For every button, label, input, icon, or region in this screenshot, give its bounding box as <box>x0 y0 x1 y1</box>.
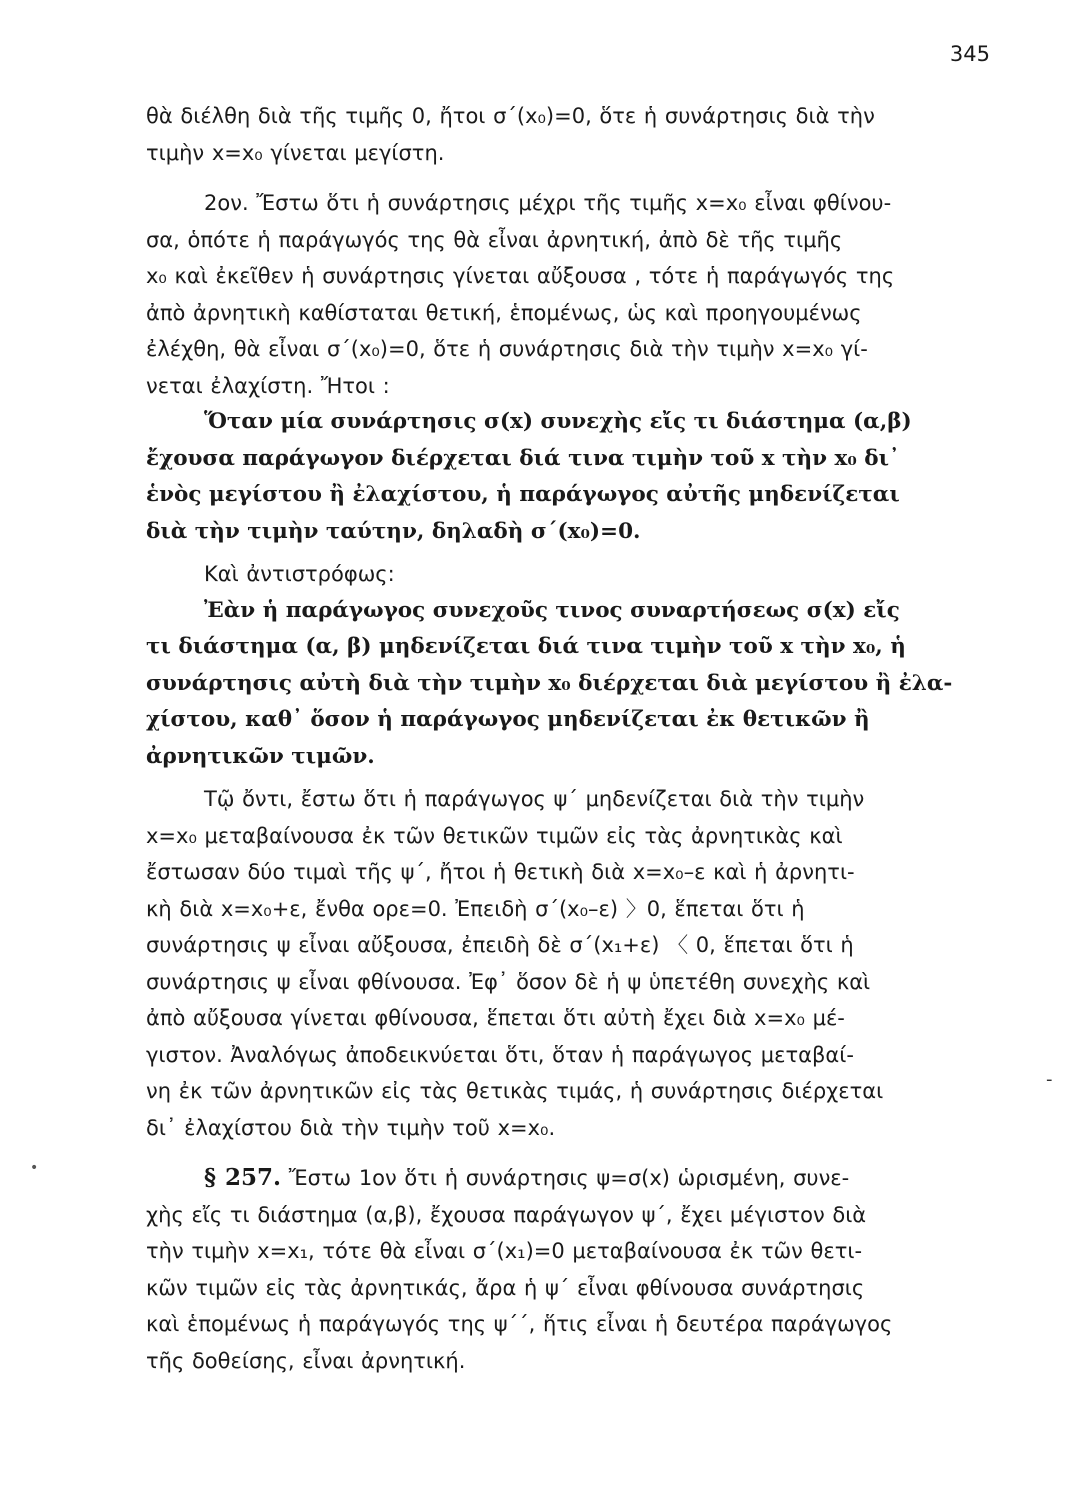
paragraph-converse-intro <box>146 556 988 593</box>
text-line: τιμὴν x=x₀ γίνεται μεγίστη. <box>146 140 445 165</box>
paragraph-section-257 <box>146 1160 988 1379</box>
theorem-line: διὰ τὴν τιμὴν ταύτην, δηλαδὴ σ΄(x₀)=0. <box>146 518 641 544</box>
section-first-line: Ἔστω 1ον ὅτι ἡ συνάρτησις ψ=σ(x) ὡρισμένη, συνε- <box>281 1166 850 1190</box>
text-line: καὶ ἑπομένως ἡ παράγωγός της ψ΄΄, ἥτις εἶναι ἡ δευτέρα παράγωγος <box>146 1312 893 1336</box>
page-number: 345 <box>949 42 990 66</box>
text-line: γιστον. Ἀναλόγως ἀποδεικνύεται ὅτι, ὅταν ἡ παράγωγος μεταβαί- <box>146 1042 854 1067</box>
section-number: § 257. <box>204 1164 282 1191</box>
text-line: θὰ διέλθη διὰ τῆς τιμῆς 0, ἤτοι σ΄(x₀)=0, ὅτε ἡ συνάρτησις διὰ τὴν <box>146 104 875 128</box>
margin-dot-mark: • <box>30 1160 39 1176</box>
text-line: σα, ὁπότε ἡ παράγωγός της θὰ εἶναι ἀρνητική, ἀπὸ δὲ τῆς τιμῆς <box>146 227 843 252</box>
paragraph-continuation <box>146 98 988 171</box>
theorem-statement <box>146 404 988 550</box>
paragraph-case-two <box>146 185 988 404</box>
margin-dash-mark: - <box>1046 1069 1053 1090</box>
text-line: ἐλέχθη, θὰ εἶναι σ΄(x₀)=0, ὅτε ἡ συνάρτησις διὰ τὴν τιμὴν x=x₀ γί- <box>146 337 868 361</box>
text-line: κὴ διὰ x=x₀+ε, ἔνθα ορε=0. Ἐπειδὴ σ΄(x₀–ε) 〉0, ἕπεται ὅτι ἡ <box>146 896 805 921</box>
text-line: ἔστωσαν δύο τιμαὶ τῆς ψ΄, ἤτοι ἡ θετικὴ διὰ x=x₀–ε καὶ ἡ ἀρνητι- <box>146 860 855 884</box>
text-line: 2ον. Ἔστω ὅτι ἡ συνάρτησις μέχρι τῆς τιμῆς x=x₀ εἶναι φθίνου- <box>204 191 892 215</box>
theorem-line: συνάρτησις αὐτὴ διὰ τὴν τιμὴν x₀ διέρχεται διὰ μεγίστου ἢ ἐλα- <box>146 670 953 696</box>
page-body <box>146 98 988 1379</box>
text-line: ἀπὸ αὔξουσα γίνεται φθίνουσα, ἕπεται ὅτι αὐτὴ ἔχει διὰ x=x₀ μέ- <box>146 1006 845 1030</box>
text-line: Καὶ ἀντιστρόφως: <box>204 562 395 586</box>
theorem-line: Ἐὰν ἡ παράγωγος συνεχοῦς τινος συναρτήσεως σ(x) εἴς <box>204 597 900 623</box>
text-line: Τῷ ὄντι, ἔστω ὅτι ἡ παράγωγος ψ΄ μηδενίζεται διὰ τὴν τιμὴν <box>204 787 865 811</box>
converse-theorem-statement <box>146 593 988 776</box>
text-line <box>146 1160 988 1197</box>
text-line: τὴν τιμὴν x=x₁, τότε θὰ εἶναι σ΄(x₁)=0 μεταβαίνουσα ἐκ τῶν θετι- <box>146 1239 863 1263</box>
theorem-line: Ὅταν μία συνάρτησις σ(x) συνεχὴς εἴς τι διάστημα (α,β) <box>204 409 912 434</box>
text-line: συνάρτησις ψ εἶναι φθίνουσα. Ἐφ᾽ ὅσον δὲ ἡ ψ ὑπετέθη συνεχὴς καὶ <box>146 969 871 994</box>
theorem-line: ἑνὸς μεγίστου ἢ ἐλαχίστου, ἡ παράγωγος αὐτῆς μηδενίζεται <box>146 482 900 507</box>
text-line: x=x₀ μεταβαίνουσα ἐκ τῶν θετικῶν τιμῶν εἰς τὰς ἀρνητικὰς καὶ <box>146 823 843 848</box>
text-line: δι᾽ ἐλαχίστου διὰ τὴν τιμὴν τοῦ x=x₀. <box>146 1115 556 1140</box>
text-line: x₀ καὶ ἐκεῖθεν ἡ συνάρτησις γίνεται αὔξουσα , τότε ἡ παράγωγός της <box>146 264 895 288</box>
text-line: ἀπὸ ἀρνητικὴ καθίσταται θετική, ἑπομένως, ὡς καὶ προηγουμένως <box>146 300 862 325</box>
text-line: νη ἐκ τῶν ἀρνητικῶν εἰς τὰς θετικὰς τιμάς, ἡ συνάρτησις διέρχεται <box>146 1079 884 1103</box>
paragraph-proof <box>146 781 988 1146</box>
text-line: χὴς εἴς τι διάστημα (α,β), ἔχουσα παράγωγον ψ΄, ἔχει μέγιστον διὰ <box>146 1202 867 1227</box>
theorem-line: ἀρνητικῶν τιμῶν. <box>146 743 375 769</box>
text-line: τῆς δοθείσης, εἶναι ἀρνητική. <box>146 1348 466 1373</box>
text-line: κῶν τιμῶν εἰς τὰς ἀρνητικάς, ἄρα ἡ ψ΄ εἶναι φθίνουσα συνάρτησις <box>146 1275 865 1300</box>
theorem-line: χίστου, καθ᾽ ὅσον ἡ παράγωγος μηδενίζεται ἐκ θετικῶν ἢ <box>146 707 870 732</box>
theorem-line: ἔχουσα παράγωγον διέρχεται διά τινα τιμὴν τοῦ x τὴν x₀ δι᾽ <box>146 445 900 471</box>
text-line: συνάρτησις ψ εἶναι αὔξουσα, ἐπειδὴ δὲ σ΄(x₁+ε) 〈 0, ἕπεται ὅτι ἡ <box>146 933 854 957</box>
theorem-line: τι διάστημα (α, β) μηδενίζεται διά τινα τιμὴν τοῦ x τὴν x₀, ἡ <box>146 634 906 659</box>
text-line: νεται ἐλαχίστη. Ἤτοι : <box>146 373 390 398</box>
